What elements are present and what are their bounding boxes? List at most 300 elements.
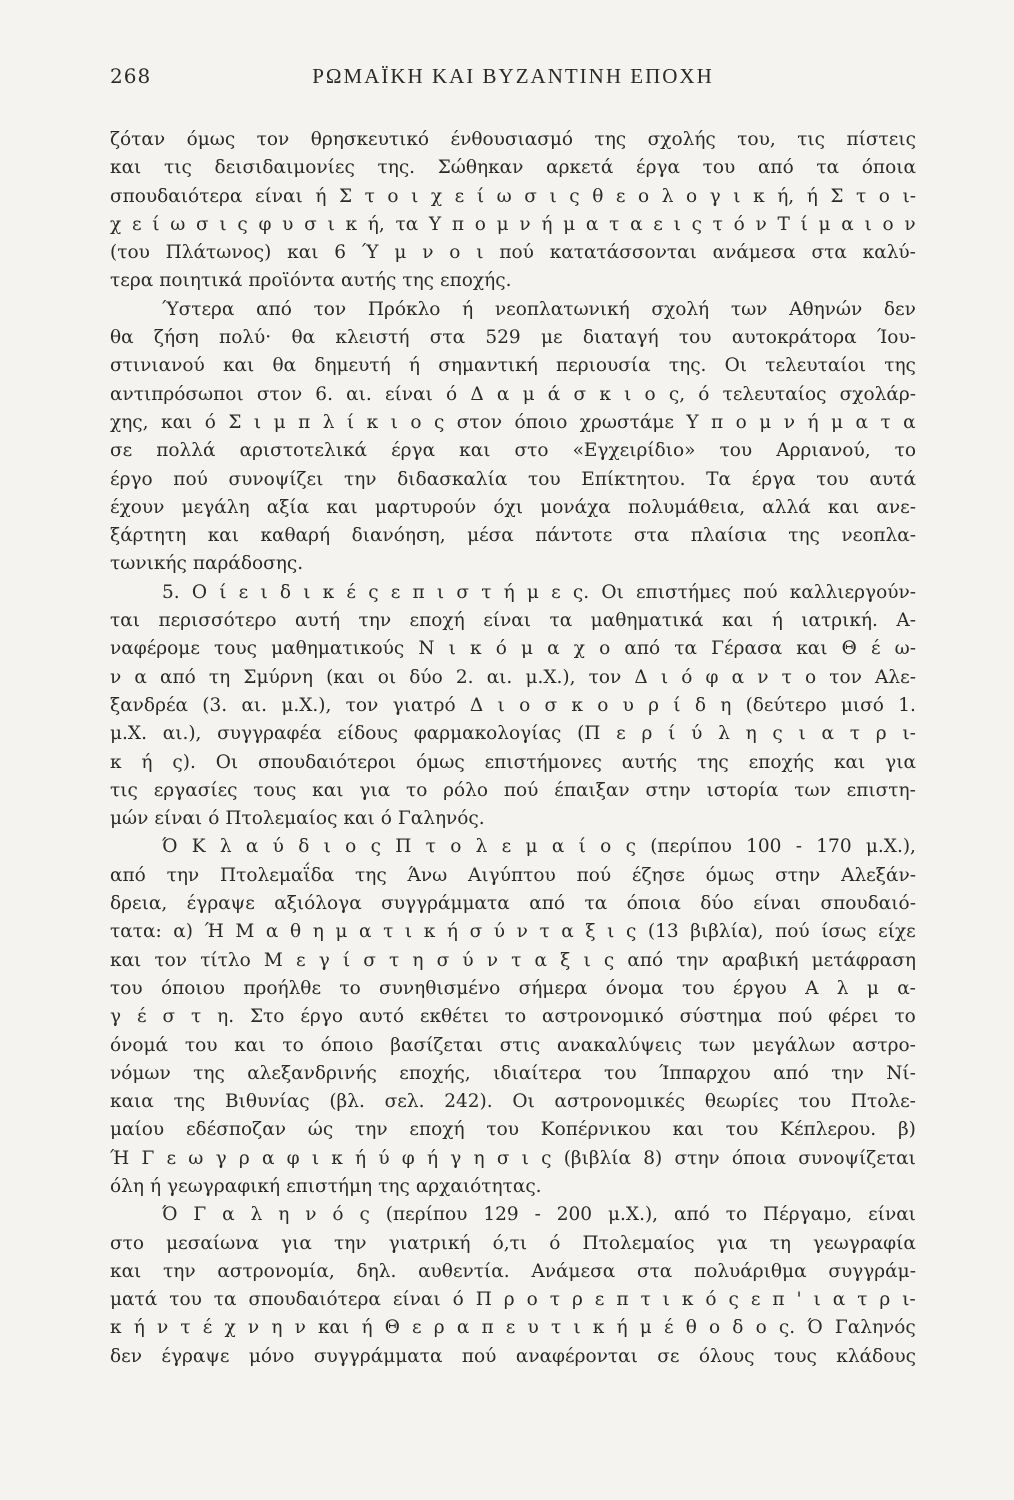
text-line [110, 777, 916, 805]
word: μεσαίωνα [166, 1232, 259, 1254]
word: στην [674, 1147, 720, 1169]
word: αλλά [762, 496, 811, 518]
word: ν [757, 666, 769, 688]
word: ς). [172, 751, 196, 773]
word: ο [519, 694, 531, 716]
word: και [326, 496, 358, 518]
word: δεν [883, 298, 916, 320]
text-line [110, 239, 916, 267]
word: α [855, 411, 868, 433]
word: του [725, 1119, 759, 1141]
word: μ [526, 581, 539, 603]
word: χης, [110, 411, 149, 433]
word: - [534, 1204, 541, 1226]
word: ι [260, 581, 268, 603]
word: ξάρτητη [110, 525, 187, 547]
word: η [745, 723, 757, 745]
word: π [451, 213, 465, 235]
word: στον [256, 383, 303, 405]
word: (περίπου [650, 836, 732, 858]
word: ό [681, 666, 693, 688]
word: σχολής [647, 129, 716, 150]
word: Αιγύπτου [468, 864, 556, 886]
word: πάντοτε [535, 525, 613, 547]
text-line [110, 211, 916, 239]
word: σχολάρ- [839, 383, 916, 405]
text-line [110, 1116, 916, 1144]
word: πολυάριθμα [694, 1260, 807, 1282]
word: ν [305, 1204, 317, 1226]
word: ο [449, 242, 461, 264]
word: Σμύρνη [243, 666, 313, 688]
word: ρ [648, 694, 660, 716]
word: μ [496, 213, 509, 235]
word: νεοπλατωνική [494, 298, 630, 320]
word: αυτή [295, 610, 341, 632]
word: 200 [556, 1204, 593, 1226]
word: αρχαιότητας. [415, 1175, 542, 1197]
word: επιστήμονες [484, 751, 602, 773]
word: γεωγραφία [813, 1232, 916, 1254]
word: ς [603, 949, 615, 971]
text-line [110, 550, 916, 578]
word: του [184, 1034, 218, 1056]
word: ένθουσιασμό [450, 129, 574, 150]
word: κατατάσσονται [549, 242, 697, 264]
word: σ [469, 921, 483, 943]
word: α [496, 383, 510, 405]
word: αξία [266, 496, 310, 518]
word: μαθηματικά [590, 610, 704, 632]
word: Στο [249, 1006, 285, 1028]
word: ο [805, 666, 817, 688]
word: αρκετά [546, 157, 614, 179]
word: τους [253, 779, 297, 801]
word: τ [781, 666, 792, 688]
word: ρ [875, 723, 887, 745]
word: μαθηματικούς [271, 638, 405, 660]
word: πολύ· [219, 327, 272, 349]
word: τη [208, 666, 231, 688]
word: όχι [493, 496, 524, 518]
word: και [161, 411, 193, 433]
word: ο [597, 694, 609, 716]
word: τ [856, 185, 867, 207]
word: της [193, 1062, 225, 1084]
word: έργα [751, 468, 796, 490]
word: τ [383, 921, 394, 943]
word: Οι [724, 355, 748, 377]
word: πού [461, 1345, 497, 1367]
word: καια [110, 1091, 154, 1113]
word: ν [486, 949, 499, 971]
word: σ [162, 1006, 176, 1028]
word: ύ [493, 921, 506, 943]
word: (3. [202, 694, 228, 716]
word: αστρονομικές [554, 1091, 686, 1113]
word: κ [322, 581, 335, 603]
word: κ [331, 1147, 343, 1169]
word: ζόταν [110, 129, 166, 150]
word: ν [783, 411, 795, 433]
word: αναφέρονται [515, 1345, 638, 1367]
word: η [720, 694, 732, 716]
word: τ [609, 213, 620, 235]
word: Πρόκλο [367, 298, 441, 320]
word: τερα [110, 270, 154, 292]
word: ε [412, 1317, 422, 1339]
word: α [731, 666, 745, 688]
text-line [110, 183, 916, 211]
word: με [540, 327, 563, 349]
word: τις [110, 779, 138, 801]
word: ή [133, 1317, 145, 1339]
word: παράδοσης. [192, 553, 304, 575]
word: την [831, 1062, 864, 1084]
word: θεωρίες [704, 1091, 779, 1113]
word: του [678, 327, 712, 349]
word: είναι [392, 1289, 441, 1311]
word: αστρονομία, [217, 1260, 335, 1282]
word: και [833, 751, 866, 773]
word: ανακαλύψεις [557, 1034, 682, 1056]
word: π [298, 411, 311, 433]
word: συνηθισμένο [379, 977, 501, 999]
word: έργου [732, 977, 787, 999]
word: την [343, 468, 377, 490]
word: κ [592, 1317, 605, 1339]
text-line [110, 720, 916, 748]
word: χ [110, 213, 122, 235]
word: α [534, 949, 548, 971]
word: μ.Χ.), [608, 1204, 659, 1226]
word: επιστη- [846, 779, 916, 801]
word: γιατρική [388, 1232, 471, 1254]
word: ι [660, 666, 669, 688]
word: Άνω [407, 864, 448, 886]
word: όμως [186, 129, 236, 150]
word: Οι [512, 1091, 535, 1113]
word: μονάχα [540, 496, 611, 518]
word: κ [110, 751, 122, 773]
word: ί [346, 411, 355, 433]
word: ό,τι [492, 1232, 528, 1254]
word: α [630, 213, 643, 235]
word: στα [429, 327, 466, 349]
text-line [110, 1088, 916, 1116]
word: κ [681, 1289, 694, 1311]
word: το [894, 440, 916, 462]
word: λ [250, 1204, 263, 1226]
word: ί [800, 213, 808, 235]
text-line [110, 494, 916, 522]
word: μετάφραση [811, 949, 916, 971]
word: καθαρή [260, 525, 331, 547]
word: της [355, 864, 387, 886]
word: όποιου [160, 977, 226, 999]
word: ι- [902, 1289, 916, 1311]
word: ε [454, 185, 465, 207]
word: 100 [746, 836, 782, 858]
word: από [757, 157, 794, 179]
word: σπουδαιό- [820, 893, 916, 915]
word: Αθηνών [789, 298, 863, 320]
word: ι [303, 581, 311, 603]
word: 8) [643, 1147, 663, 1169]
word: ν [904, 213, 916, 235]
word: τον [829, 666, 862, 688]
word: ό [204, 411, 216, 433]
word: ο [878, 185, 890, 207]
word: ύ [462, 949, 474, 971]
word: μεγάλη [181, 496, 250, 518]
word: τις [797, 129, 826, 150]
word: ν [110, 666, 122, 688]
word: για [359, 779, 391, 801]
word: και [459, 440, 491, 462]
word: ή [408, 355, 421, 377]
word: εργασίες [153, 779, 238, 801]
word: α [547, 638, 560, 660]
word: ο [526, 1289, 538, 1311]
word: α [561, 921, 574, 943]
word: (περίπου [385, 1204, 468, 1226]
word: Βιθυνίας [225, 1091, 310, 1113]
word: έ [663, 1317, 674, 1339]
word: ο [474, 213, 486, 235]
word: τον [154, 949, 188, 971]
word: η [412, 949, 424, 971]
word: γ [110, 1006, 122, 1028]
text-line [110, 635, 916, 663]
word: η [278, 1204, 290, 1226]
word: σ [496, 1147, 510, 1169]
text-line [110, 154, 916, 182]
word: ς [541, 1147, 552, 1169]
word: αι. [486, 666, 513, 688]
word: ή [446, 921, 458, 943]
word: ρ [879, 1289, 891, 1311]
word: στα [633, 525, 670, 547]
word: π [616, 1289, 629, 1311]
word: σημαντική [438, 355, 538, 377]
word: ή [771, 610, 783, 632]
text-line [110, 1145, 916, 1173]
word: συγγράμματα [313, 1345, 443, 1367]
word: ς [433, 411, 445, 433]
word: Γ [193, 1204, 207, 1226]
word: ν [519, 213, 531, 235]
word: κ [366, 411, 379, 433]
word: ο [599, 638, 611, 660]
word: ί [673, 694, 681, 716]
word: του [110, 977, 143, 999]
word: ι [573, 1317, 581, 1339]
word: τελευταίοι [765, 355, 867, 377]
word: όποια [731, 1147, 787, 1169]
word: τ [190, 1006, 202, 1028]
word: εδέσποζαν [185, 1119, 286, 1141]
word: (του [110, 242, 150, 264]
word: ί [578, 836, 586, 858]
word: 2. [455, 666, 474, 688]
word: ι [864, 213, 872, 235]
word: μ [831, 411, 844, 433]
word: ρ [641, 723, 653, 745]
word: πού [503, 779, 539, 801]
word: ς. [778, 1317, 796, 1339]
word: υ [527, 1317, 539, 1339]
word: ' [796, 1289, 802, 1311]
word: Επίκτητου. [581, 468, 686, 490]
text-line [110, 324, 916, 352]
word: κ [345, 213, 358, 235]
text-line [110, 947, 916, 975]
word: των [730, 298, 768, 320]
word: δηλ. [356, 1260, 397, 1282]
word: ο [600, 836, 612, 858]
word: μόνο [248, 1345, 295, 1367]
word: θ [592, 185, 604, 207]
word: σε [110, 440, 133, 462]
word: αι. [346, 383, 372, 405]
word: της [697, 751, 729, 773]
text-line [110, 1201, 916, 1229]
word: έ [202, 1317, 213, 1339]
word: Τα [706, 468, 732, 490]
text-line [110, 664, 916, 692]
word: έχουν [110, 496, 165, 518]
word: στινιανού [110, 355, 205, 377]
word: και [110, 1260, 142, 1282]
word: τ [389, 949, 400, 971]
word: 6. [315, 383, 333, 405]
text-line [110, 267, 916, 295]
word: α [456, 1317, 470, 1339]
text-line [110, 1003, 916, 1031]
word: χ [224, 1317, 236, 1339]
word: ρόλο [443, 779, 489, 801]
word: ό [380, 808, 392, 830]
word: αστρονομικό [541, 1006, 664, 1028]
word: μεγάλων [752, 1034, 836, 1056]
word: έζησε [631, 864, 685, 886]
word: μαίου [110, 1119, 165, 1141]
word: την [355, 1119, 388, 1141]
text-line [110, 1286, 916, 1314]
word: α [359, 921, 372, 943]
word: για [281, 1232, 312, 1254]
word: Οι [215, 751, 239, 773]
word: η [473, 1147, 485, 1169]
word: του [681, 977, 715, 999]
text-line [110, 1032, 916, 1060]
word: (Π [577, 723, 601, 745]
page-number: 268 [110, 64, 152, 88]
word: ι [497, 694, 505, 716]
word: σ [524, 185, 537, 207]
word: ν [294, 1317, 306, 1339]
word: εποχής, [399, 1062, 471, 1084]
word: του, [737, 129, 776, 150]
word: αστρο- [852, 1034, 916, 1056]
word: μ.Χ. [110, 723, 147, 745]
word: μισό [840, 694, 884, 716]
word: σπουδαιότερα [248, 1289, 381, 1311]
word: ό [705, 1289, 717, 1311]
word: ν [422, 242, 434, 264]
word: την [676, 949, 709, 971]
word: α [265, 921, 279, 943]
word: 6 [334, 242, 347, 264]
word: ε [750, 1289, 761, 1311]
word: ς [728, 1289, 739, 1311]
word: μ [394, 242, 407, 264]
word: ν [156, 1317, 169, 1339]
word: ς [370, 836, 381, 858]
word: α [134, 666, 147, 688]
word: Τ [777, 213, 790, 235]
word: ανε- [876, 496, 916, 518]
word: έγραψε [186, 893, 255, 915]
word: (13 [647, 921, 679, 943]
word: εποχή [409, 1119, 465, 1141]
word: π [772, 1289, 785, 1311]
word: σύστημα [679, 1006, 762, 1028]
word: 170 [816, 836, 852, 858]
word: της [788, 525, 820, 547]
word: ή [361, 1317, 373, 1339]
word: ποιητικά [159, 270, 243, 292]
word: όλη [110, 1175, 144, 1197]
word: γιατρό [392, 694, 456, 716]
word: όποιο [514, 411, 568, 433]
word: - [795, 836, 802, 858]
word: π [711, 411, 724, 433]
word: (βλ. [329, 1091, 365, 1113]
word: α [222, 1204, 235, 1226]
word: πού [775, 921, 810, 943]
word: γ [215, 1147, 227, 1169]
word: στο [514, 440, 549, 462]
text-line [110, 437, 916, 465]
word: ι [798, 723, 806, 745]
word: των [794, 779, 831, 801]
word: ς [772, 723, 783, 745]
word: ο [638, 185, 650, 207]
word: σ [456, 581, 469, 603]
word: τ [640, 1289, 651, 1311]
word: εποχής [748, 751, 815, 773]
text-line [110, 692, 916, 720]
word: το [894, 1006, 916, 1028]
word: ή [462, 298, 474, 320]
word: 5. [162, 581, 180, 603]
word: τον [256, 129, 290, 150]
word: και [796, 638, 828, 660]
word: ι [323, 836, 331, 858]
word: ο [735, 411, 747, 433]
word: περισσότερο [158, 610, 277, 632]
word: Μ [235, 921, 255, 943]
word: αι.), [162, 723, 202, 745]
word: και [110, 949, 142, 971]
word: ι [607, 921, 615, 943]
text-line [110, 409, 916, 437]
word: γ [709, 185, 721, 207]
word: αυτοκράτορα [731, 327, 857, 349]
word: στον [456, 411, 503, 433]
